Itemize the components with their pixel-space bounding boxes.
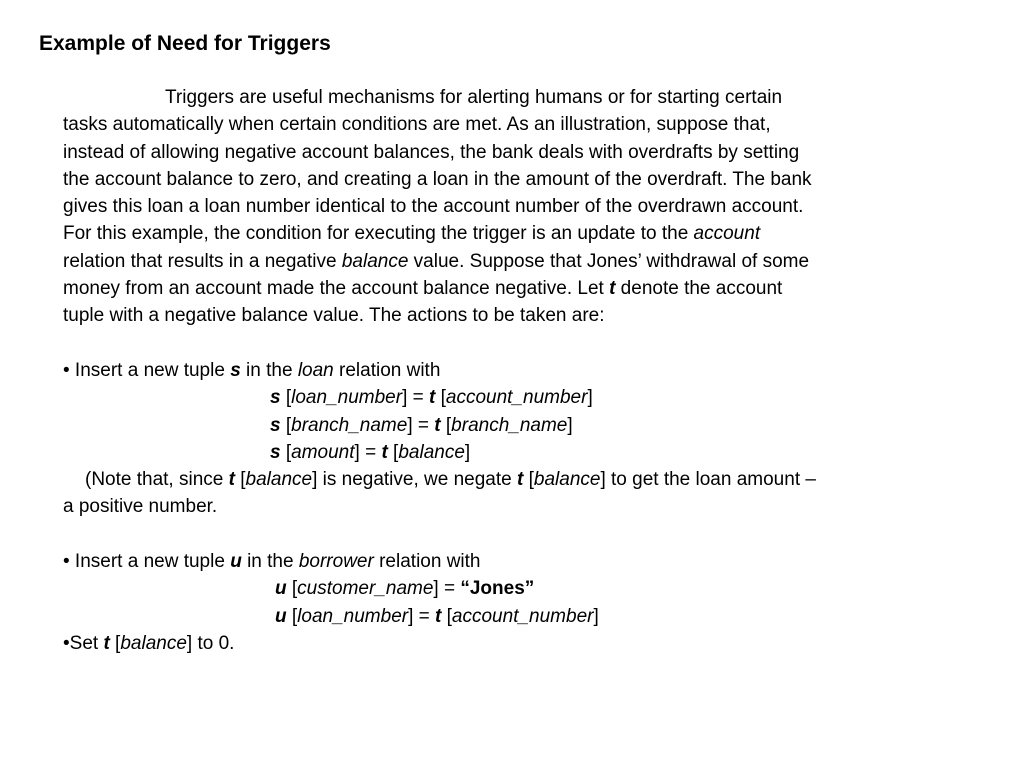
attribute-name: loan_number <box>297 605 409 627</box>
formula-line <box>63 439 973 466</box>
text: • Insert a new tuple <box>63 359 231 381</box>
text: in the <box>240 359 298 381</box>
text: ] <box>587 387 593 409</box>
text: [ <box>523 469 534 491</box>
paragraph-line <box>63 220 973 247</box>
text: [ <box>286 605 298 627</box>
text: ] = <box>433 578 461 600</box>
text: [ <box>280 441 292 463</box>
slide-title: Example of Need for Triggers <box>39 32 331 55</box>
tuple-variable: t <box>517 469 524 491</box>
text: [ <box>109 632 121 654</box>
attribute-name: balance <box>341 250 409 272</box>
paragraph-line: gives this loan a loan number identical to the account number of the overdrawn account. <box>63 196 804 218</box>
text: relation with <box>373 551 481 573</box>
text: [ <box>435 387 446 409</box>
action-set-balance <box>63 630 973 657</box>
tuple-variable: t <box>609 278 616 300</box>
paragraph-line: instead of allowing negative account balances, the bank deals with overdrafts by setting <box>63 141 800 163</box>
tuple-variable: u <box>275 605 287 627</box>
text: denote the account <box>615 278 783 300</box>
attribute-name: balance <box>245 469 313 491</box>
text: ] = <box>354 441 382 463</box>
string-literal: “Jones” <box>460 578 535 600</box>
tuple-variable: u <box>230 551 242 573</box>
attribute-name: branch_name <box>291 414 408 436</box>
text: ] = <box>407 414 435 436</box>
tuple-variable: s <box>270 441 281 463</box>
spacer <box>63 330 973 357</box>
spacer <box>63 521 973 548</box>
attribute-name: balance <box>533 469 601 491</box>
tuple-variable: t <box>429 387 436 409</box>
text: For this example, the condition for executing the trigger is an update to the <box>63 223 694 245</box>
text: [ <box>234 469 246 491</box>
attribute-name: balance <box>120 632 187 654</box>
formula-line <box>63 412 973 439</box>
relation-name: loan <box>297 359 334 381</box>
formula-line <box>63 575 973 602</box>
paragraph-line <box>63 248 973 275</box>
action-insert-borrower <box>63 548 973 575</box>
note-line: a positive number. <box>63 496 218 518</box>
text: relation that results in a negative <box>63 250 342 272</box>
text: money from an account made the account balance negative. Let <box>63 278 610 300</box>
text: [ <box>387 441 399 463</box>
tuple-variable: s <box>270 414 281 436</box>
tuple-variable: t <box>103 632 110 654</box>
tuple-variable: u <box>275 578 287 600</box>
tuple-variable: s <box>270 387 281 409</box>
text: • Insert a new tuple <box>63 551 231 573</box>
attribute-name: branch_name <box>451 414 568 436</box>
paragraph-line <box>63 275 973 302</box>
attribute-name: account_number <box>451 605 594 627</box>
text: •Set <box>63 632 104 654</box>
text: ] to 0. <box>186 632 235 654</box>
text: [ <box>280 414 292 436</box>
text: [ <box>441 605 452 627</box>
slide-body <box>63 84 973 657</box>
tuple-variable: t <box>434 414 441 436</box>
text: ] <box>593 605 599 627</box>
paragraph-line: the account balance to zero, and creating a loan in the amount of the overdraft. The bank <box>63 168 812 190</box>
attribute-name: balance <box>398 441 465 463</box>
text: ] = <box>408 605 436 627</box>
relation-name: account <box>693 223 761 245</box>
tuple-variable: s <box>230 359 241 381</box>
text: in the <box>241 551 299 573</box>
relation-name: borrower <box>298 551 374 573</box>
text: relation with <box>333 359 441 381</box>
text: ] <box>464 441 471 463</box>
text: value. Suppose that Jones’ withdrawal of some <box>408 250 810 272</box>
tuple-variable: t <box>435 605 442 627</box>
text: [ <box>280 387 292 409</box>
text: (Note that, since <box>85 469 229 491</box>
attribute-name: account_number <box>445 387 588 409</box>
text: ] = <box>402 387 429 409</box>
text: ] <box>567 414 573 436</box>
attribute-name: loan_number <box>291 387 403 409</box>
attribute-name: amount <box>291 441 355 463</box>
paragraph-line: tuple with a negative balance value. The actions to be taken are: <box>63 305 605 327</box>
action-insert-loan <box>63 357 973 384</box>
tuple-variable: t <box>228 469 235 491</box>
formula-line <box>63 603 973 630</box>
formula-line <box>63 384 973 411</box>
text: ] to get the loan amount – <box>600 469 816 491</box>
text: [ <box>286 578 298 600</box>
text: ] is negative, we negate <box>312 469 517 491</box>
tuple-variable: t <box>381 441 388 463</box>
paragraph-line: Triggers are useful mechanisms for alerting humans or for starting certain <box>165 87 783 108</box>
text: [ <box>440 414 452 436</box>
note-line <box>63 466 973 493</box>
attribute-name: customer_name <box>297 578 434 600</box>
paragraph-line: tasks automatically when certain conditions are met. As an illustration, suppose that, <box>63 114 771 136</box>
